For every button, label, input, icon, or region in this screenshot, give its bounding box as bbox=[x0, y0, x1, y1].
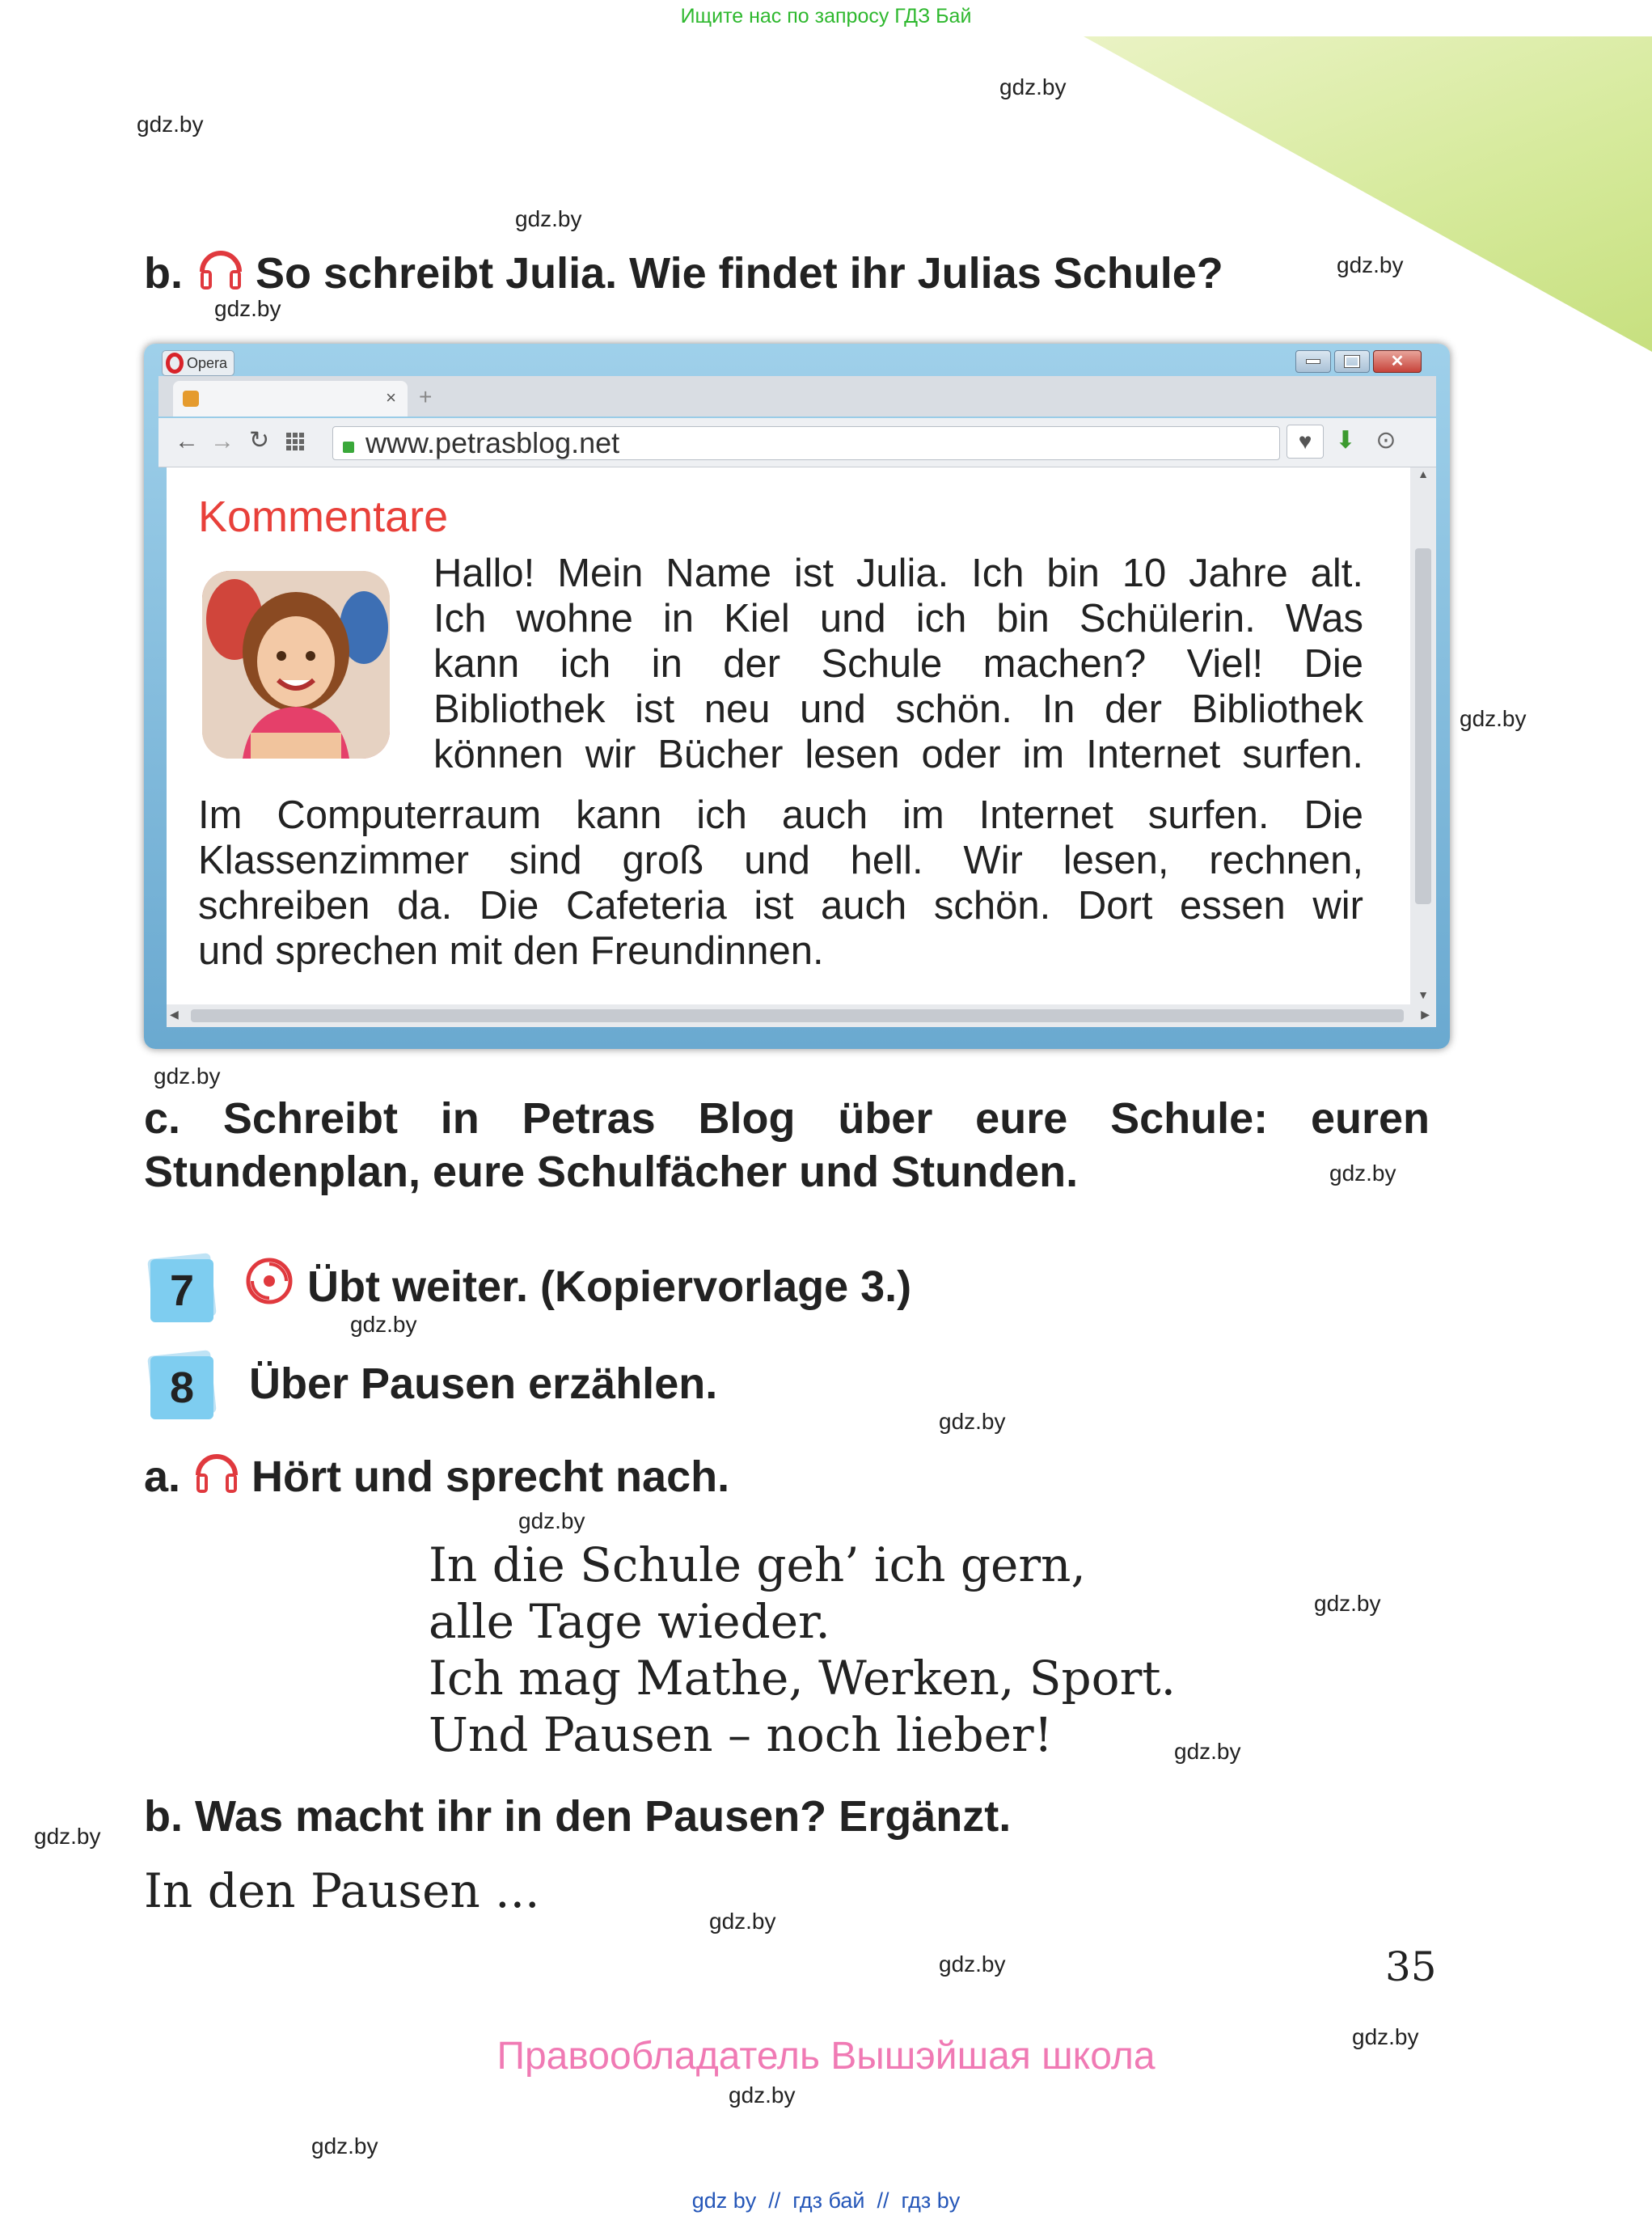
minimize-button[interactable] bbox=[1295, 350, 1331, 373]
blog-page bbox=[167, 467, 1410, 1004]
comments-heading: Kommentare bbox=[198, 493, 449, 541]
tab-close-icon[interactable]: × bbox=[386, 387, 396, 408]
watermark: gdz.by bbox=[311, 2133, 378, 2158]
comment-line: können wir Bücher lesen oder im Internet surfen. bbox=[433, 733, 1363, 776]
task-c-text: Schreibt in Petras Blog über eure Schule: euren bbox=[222, 1094, 1430, 1143]
opera-label[interactable] bbox=[162, 350, 234, 376]
reload-icon[interactable]: ↻ bbox=[249, 427, 270, 454]
scroll-right-icon[interactable]: ▶ bbox=[1421, 1008, 1430, 1021]
comment-text-block bbox=[433, 551, 1363, 777]
close-button[interactable] bbox=[1373, 350, 1422, 373]
favicon bbox=[183, 391, 199, 407]
download-icon[interactable]: ⬇ bbox=[1335, 427, 1356, 454]
poem-line: Und Pausen – noch lieber! bbox=[429, 1707, 1053, 1762]
comment-text-block-full bbox=[198, 793, 1363, 974]
navigation-bar bbox=[158, 418, 1436, 467]
comment-line: kann ich in der Schule machen? Viel! Die bbox=[433, 642, 1363, 686]
exercise-8-text: Über Pausen erzählen. bbox=[249, 1359, 718, 1408]
browser-tab[interactable] bbox=[173, 381, 408, 416]
task-b2-letter: b. bbox=[144, 1792, 183, 1841]
vertical-scrollbar[interactable] bbox=[1410, 467, 1436, 1004]
headphones-icon bbox=[197, 243, 244, 303]
scroll-left-icon[interactable]: ◀ bbox=[170, 1008, 179, 1021]
horizontal-scrollbar[interactable] bbox=[167, 1004, 1436, 1027]
watermark: gdz.by bbox=[1460, 706, 1527, 731]
watermark: gdz.by bbox=[1174, 1739, 1241, 1764]
comment-line: und sprechen mit den Freundinnen. bbox=[198, 929, 824, 973]
watermark: gdz.by bbox=[1352, 2024, 1419, 2049]
watermark: gdz.by bbox=[999, 74, 1067, 99]
comment-line: Ich wohne in Kiel und ich bin Schülerin. Was bbox=[433, 597, 1363, 641]
watermark: gdz.by bbox=[34, 1824, 101, 1849]
watermark: gdz.by bbox=[939, 1951, 1006, 1977]
julia-photo bbox=[202, 571, 390, 759]
poem-line: Ich mag Mathe, Werken, Sport. bbox=[429, 1651, 1177, 1706]
footer-links[interactable]: gdz by // гдз бай // гдз by bbox=[691, 2188, 961, 2213]
exercise-number-7: 7 bbox=[150, 1259, 213, 1322]
watermark: gdz.by bbox=[518, 1508, 585, 1533]
task-c-letter: c. bbox=[144, 1094, 181, 1143]
url-text: www.petrasblog.net bbox=[365, 426, 620, 459]
forward-icon[interactable]: → bbox=[210, 428, 234, 455]
new-tab-button[interactable]: + bbox=[419, 384, 433, 409]
tab-bar bbox=[158, 376, 1436, 416]
address-bar[interactable] bbox=[332, 426, 1280, 460]
maximize-button[interactable] bbox=[1334, 350, 1370, 373]
watermark: gdz.by bbox=[939, 1409, 1006, 1434]
exercise-number-8: 8 bbox=[150, 1356, 213, 1419]
task-a-heading bbox=[144, 1446, 729, 1507]
scroll-thumb[interactable] bbox=[1415, 548, 1431, 904]
hscroll-thumb[interactable] bbox=[191, 1009, 1404, 1022]
answer-start: In den Pausen ... bbox=[144, 1863, 540, 1918]
app-name: Opera bbox=[187, 354, 228, 371]
watermark: gdz.by bbox=[1337, 252, 1404, 277]
copyright: Правообладатель Вышэйшая школа bbox=[496, 2035, 1156, 2078]
task-a-text: Hört und sprecht nach. bbox=[251, 1452, 730, 1501]
task-b-letter: b. bbox=[144, 248, 183, 298]
exercise-7-text: Übt weiter. (Kopiervorlage 3.) bbox=[307, 1262, 912, 1311]
comment-line: Klassenzimmer sind groß und hell. Wir lesen, rechnen, bbox=[198, 839, 1363, 882]
watermark: gdz.by bbox=[1329, 1161, 1396, 1186]
scroll-down-icon[interactable]: ▼ bbox=[1418, 988, 1429, 1001]
comment-line: Bibliothek ist neu und schön. In der Bibliothek bbox=[433, 687, 1363, 731]
opera-logo-icon bbox=[166, 353, 184, 374]
task-c-line1 bbox=[144, 1093, 1430, 1144]
poem bbox=[429, 1537, 1176, 1763]
maximize-icon bbox=[1345, 356, 1359, 367]
headphones-icon bbox=[193, 1446, 240, 1507]
back-icon[interactable]: ← bbox=[175, 428, 199, 455]
top-notice[interactable]: Ищите нас по запросу ГДЗ Бай bbox=[680, 5, 972, 27]
watermark: gdz.by bbox=[709, 1909, 776, 1934]
watermark: gdz.by bbox=[350, 1312, 417, 1337]
window-controls bbox=[1295, 350, 1422, 373]
comment-line: schreiben da. Die Cafeteria ist auch schön. Dort essen wir bbox=[198, 884, 1363, 928]
task-b-heading bbox=[144, 243, 1223, 303]
watermark: gdz.by bbox=[214, 296, 281, 321]
task-b-text: So schreibt Julia. Wie findet ihr Julias Schule? bbox=[256, 248, 1223, 298]
minimize-icon bbox=[1306, 359, 1320, 364]
cd-icon bbox=[246, 1258, 293, 1309]
task-c-line2: Stundenplan, eure Schulfächer und Stunden. bbox=[144, 1148, 1079, 1196]
browser-window bbox=[144, 344, 1450, 1049]
scroll-up-icon[interactable]: ▲ bbox=[1418, 467, 1429, 480]
heart-icon[interactable]: ♥ bbox=[1287, 425, 1324, 459]
comment-line: Im Computerraum kann ich auch im Internet surfen. Die bbox=[198, 793, 1363, 837]
poem-line: alle Tage wieder. bbox=[429, 1594, 830, 1649]
watermark: gdz.by bbox=[515, 206, 582, 231]
watermark: gdz.by bbox=[154, 1063, 221, 1089]
close-icon: ✕ bbox=[1390, 353, 1405, 370]
page-number: 35 bbox=[1385, 1943, 1437, 1990]
comment-line: Hallo! Mein Name ist Julia. Ich bin 10 Jahre alt. bbox=[433, 552, 1363, 595]
menu-icon[interactable]: ⊙ bbox=[1375, 427, 1396, 454]
watermark: gdz.by bbox=[137, 112, 204, 137]
lock-icon bbox=[343, 442, 354, 453]
poem-line: In die Schule geh’ ich gern, bbox=[429, 1537, 1086, 1592]
task-b2-heading bbox=[144, 1791, 1011, 1841]
speed-dial-icon[interactable] bbox=[286, 433, 304, 450]
watermark: gdz.by bbox=[729, 2082, 796, 2108]
task-a-letter: a. bbox=[144, 1452, 181, 1501]
watermark: gdz.by bbox=[1314, 1591, 1381, 1616]
corner-decoration bbox=[1084, 36, 1652, 352]
task-b2-text: Was macht ihr in den Pausen? Ergänzt. bbox=[195, 1792, 1012, 1841]
